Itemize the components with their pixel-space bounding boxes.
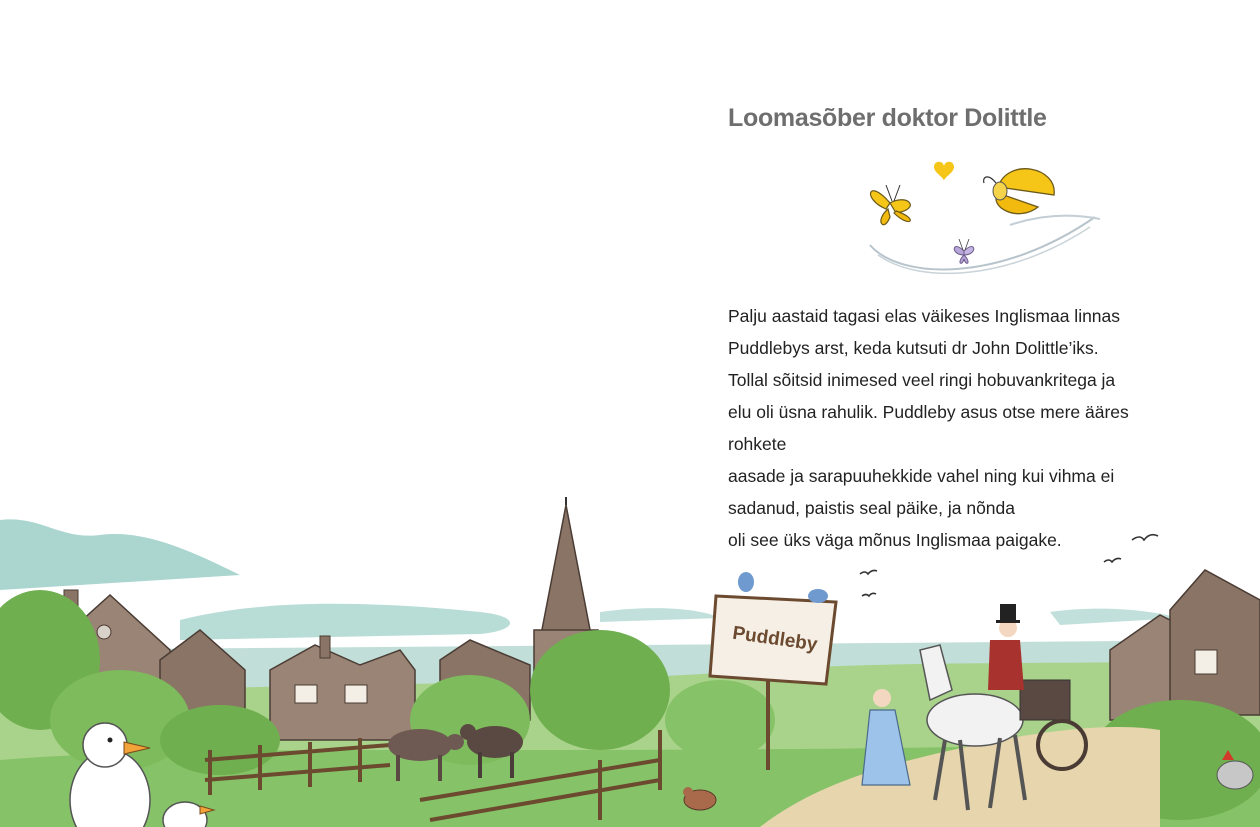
paragraph-line: oli see üks väga mõnus Inglismaa paigake. [728,530,1062,550]
paragraph-line: Puddlebys arst, keda kutsuti dr John Dolittle’iks. [728,338,1099,358]
paragraph-line: elu oli üsna rahulik. Puddleby asus otse mere ääres [728,402,1129,422]
paragraph-line: rohkete [728,434,787,454]
paragraph-line: aasade ja sarapuuhekkide vahel ning kui vihma ei [728,466,1115,486]
flying-birds [860,535,1158,596]
paragraph-line: Tollal sõitsid inimesed veel ringi hobuvankritega ja [728,370,1116,390]
houses-right [1110,570,1260,720]
paragraph-line: sadanud, paistis seal päike, ja nõnda [728,498,1016,518]
paragraph-line: Palju aastaid tagasi elas väikeses Inglismaa linnas [728,306,1121,326]
sign-label: Puddleby [731,622,819,656]
page-title: Loomasõber doktor Dolittle [728,104,1047,132]
